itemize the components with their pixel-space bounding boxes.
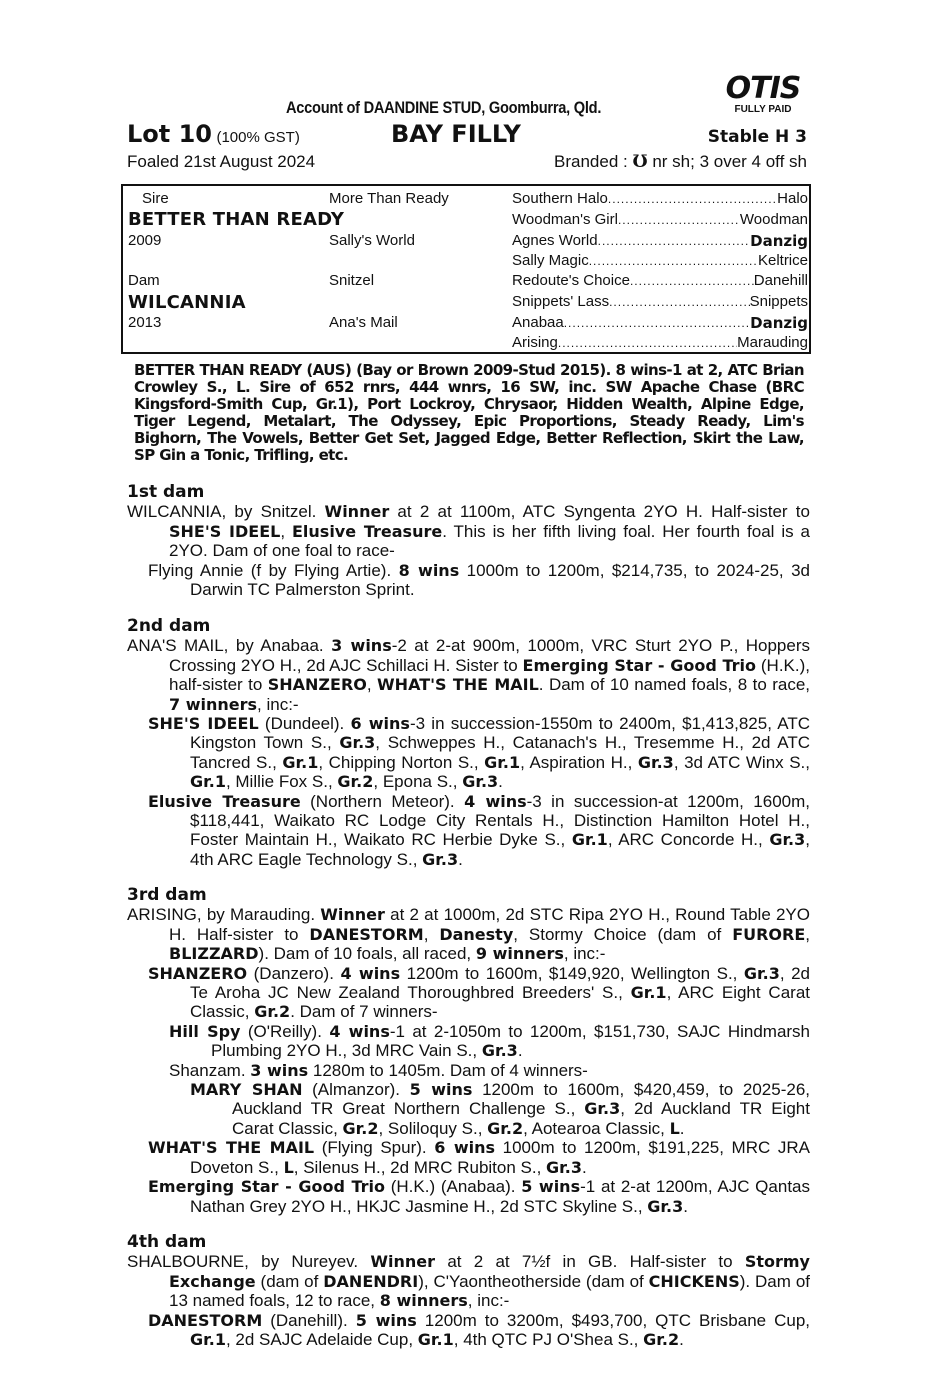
second-dam-section: [127, 617, 810, 869]
third-dam-section: [127, 886, 810, 1216]
pedigree-entry: Shanzam. 3 wins 1280m to 1405m. Dam of 4 winners-: [169, 1060, 588, 1080]
pedigree-entry: DANESTORM (Danehill). 5 wins 1200m to 3200m, $493,700, QTC Brisbane Cup, Gr.1, 2d SAJC Adelaide Cup, Gr.1, 4th QTC PJ O'Shea S., Gr.2.: [148, 1310, 810, 1350]
sire-name: BETTER THAN READY: [128, 209, 345, 230]
fully-paid-label: FULLY PAID: [734, 104, 792, 115]
foaled-date: Foaled 21st August 2024: [127, 152, 316, 171]
brand-description: [554, 152, 807, 172]
colour-sex: BAY FILLY: [391, 120, 521, 148]
gen3-row: Agnes World ..... Danzig: [512, 232, 808, 250]
otis-logo-icon: OTIS: [725, 71, 801, 106]
pedigree-entry: Flying Annie (f by Flying Artie). 8 wins 1000m to 1200m, $214,735, to 2024-25, 3d Darwin TC Palmerston Sprint.: [148, 560, 810, 600]
pedigree-entry: SHANZERO (Danzero). 4 wins 1200m to 1600m, $149,920, Wellington S., Gr.3, 2d Te Aroha JC New Zealand Thoroughbred Breeders' S., Gr.1, ARC Eight Carat Classic, Gr.2. Dam of 7 winners-: [148, 963, 810, 1022]
first-dam-section: [127, 483, 810, 599]
sire-summary: BETTER THAN READY (AUS) (Bay or Brown 2009-Stud 2015). 8 wins-1 at 2, ATC Brian Crowley S., L. Sire of 652 rnrs, 444 wnrs, 16 SW, inc. SW Apache Chase (BRC Kingsford-Smith Cup, Gr.1), Port Lockroy, Chrysaor, Hidden Wealth, Alpine Edge, Tiger Legend, Metalart, The Odyssey, Epic Proportions, Steady Ready, Lim's Bighorn, The Vowels, Better Get Set, Jagged Edge, Better Reflection, Skirt the Law, SP Gin a Tonic, Trifling, etc.: [134, 361, 804, 464]
pedigree-entry: Hill Spy (O'Reilly). 4 wins-1 at 2-1050m to 1200m, $151,730, SAJC Hindmarsh Plumbing 2YO H., 3d MRC Vain S., Gr.3.: [169, 1021, 811, 1061]
pedigree-entry: WHAT'S THE MAIL (Flying Spur). 6 wins 1000m to 1200m, $191,225, MRC JRA Doveton S., L, Silenus H., 2d MRC Rubiton S., Gr.3.: [148, 1138, 810, 1177]
sire-dam: Sally's World: [329, 232, 415, 249]
lot-number: [127, 120, 300, 148]
lot-label: Lot 10: [127, 120, 213, 148]
pedigree-entry: Emerging Star - Good Trio (H.K.) (Anabaa). 5 wins-1 at 2-at 1200m, AJC Qantas Nathan Grey 2YO H., HKJC Jasmine H., 2d STC Skyline S., Gr.3.: [148, 1177, 810, 1216]
section-heading: 3rd dam: [127, 885, 207, 905]
pedigree-entry: ANA'S MAIL, by Anabaa. 3 wins-2 at 2-at 900m, 1000m, VRC Sturt 2YO P., Hoppers Crossing 2YO H., 2d AJC Schillaci H. Sister to Emerging Star - Good Trio (H.K.), half-sister to SHANZERO, WHAT'S THE MAIL. Dam of 10 named foals, 8 to race, 7 winners, inc:-: [127, 636, 810, 714]
otis-fully-paid-logo: [718, 71, 808, 116]
dam-label: Dam: [128, 272, 160, 289]
sire-label: Sire: [142, 190, 169, 207]
pedigree-entry: Elusive Treasure (Northern Meteor). 4 wins-3 in succession-at 1200m, 1600m, $118,441, Waikato RC Lodge City Rentals H., Distinction Hamilton Hotel H., Foster Maintain H., Waikato RC Herbie Dyke S., Gr.1, ARC Concorde H., Gr.3, 4th ARC Eagle Technology S., Gr.3.: [148, 791, 810, 869]
gen3-row: Redoute's Choice ..... Danehill: [512, 272, 808, 289]
section-heading: 4th dam: [127, 1232, 207, 1252]
pedigree-entry: SHE'S IDEEL (Dundeel). 6 wins-3 in succession-1550m to 2400m, $1,413,825, ATC Kingston Town S., Gr.3, Schweppes H., Catanach's H., Tresemme H., 2d ATC Tancred S., Gr.1, Chipping Norton S., Gr.1, Aspiration H., Gr.3, 3d ATC Winx S., Gr.1, Millie Fox S., Gr.2, Epona S., Gr.3.: [148, 714, 810, 792]
pedigree-table: [121, 184, 811, 354]
pedigree-entry: WILCANNIA, by Snitzel. Winner at 2 at 1100m, ATC Syngenta 2YO H. Half-sister to SHE'S IDEEL, Elusive Treasure. This is her fifth living foal. Her fourth foal is a 2YO. Dam of one foal to race-: [127, 502, 810, 561]
section-heading: 2nd dam: [127, 616, 211, 636]
gst-note: (100% GST): [216, 129, 300, 146]
branded-text: nr sh; 3 over 4 off sh: [647, 152, 807, 171]
gen3-row: Sally Magic ..... Keltrice: [512, 252, 808, 269]
pedigree-entry: SHALBOURNE, by Nureyev. Winner at 2 at 7½f in GB. Half-sister to Stormy Exchange (dam of DANENDRI), C'Yaontheotherside (dam of CHICKENS). Dam of 13 named foals, 12 to race, 8 winners, inc:-: [127, 1252, 810, 1311]
dam-name: WILCANNIA: [128, 292, 246, 313]
dam-dam: Ana's Mail: [329, 314, 398, 331]
section-heading: 1st dam: [127, 482, 205, 502]
pedigree-entry: MARY SHAN (Almanzor). 5 wins 1200m to 1600m, $420,459, to 2025-26, Auckland TR Great Northern Challenge S., Gr.3, 2d Auckland TR Eight Carat Classic, Gr.2, Soliloquy S., Gr.2, Aotearoa Classic, L.: [190, 1080, 811, 1138]
dam-sire: Snitzel: [329, 272, 375, 289]
stable-location: Stable H 3: [707, 127, 807, 147]
brand-mark-icon: Ʊ: [632, 152, 648, 172]
pedigree-entry: ARISING, by Marauding. Winner at 2 at 1000m, 2d STC Ripa 2YO H., Round Table 2YO H. Half-sister to DANESTORM, Danesty, Stormy Choice (dam of FURORE, BLIZZARD). Dam of 10 foals, all raced, 9 winners, inc:-: [127, 905, 811, 964]
branded-label: Branded :: [554, 152, 633, 171]
fourth-dam-section: [127, 1233, 810, 1349]
vendor-account: Account of DAANDINE STUD, Goomburra, Qld.: [286, 98, 602, 117]
dam-year: 2013: [128, 314, 162, 331]
gen3-row: Arising ..... Marauding: [512, 334, 808, 351]
sire-year: 2009: [128, 232, 162, 249]
sire-sire: More Than Ready: [329, 190, 449, 207]
gen3-row: Snippets' Lass ..... Snippets: [512, 293, 808, 310]
gen3-row: Southern Halo ..... Halo: [512, 190, 808, 207]
gen3-row: Woodman's Girl ..... Woodman: [512, 211, 808, 228]
gen3-row: Anabaa ..... Danzig: [512, 314, 808, 332]
